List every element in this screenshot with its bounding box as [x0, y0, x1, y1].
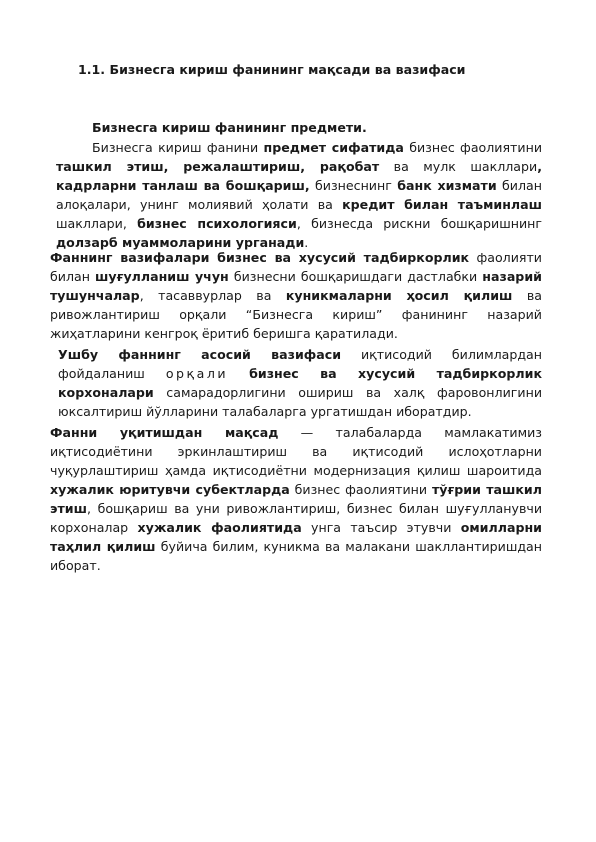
bold-run: , кадрларни танлаш ва бошқариш, — [56, 159, 542, 193]
bold-run: омилларни таҳлил қилиш — [50, 520, 542, 554]
text-run: шакллари, — [56, 216, 138, 231]
paragraph-main-task — [58, 345, 542, 421]
text-run: бизнес фаолиятини — [289, 482, 432, 497]
bold-run: Фаннинг вазифалари бизнес ва хусусий тадбиркорлик — [50, 250, 470, 265]
paragraph-goal — [50, 423, 542, 575]
text-run: бизнес фаолиятини — [403, 140, 542, 155]
text-run: бизнесни бошқаришдаги дастлабки — [228, 269, 483, 284]
text-run: , бизнесда рискни бошқаришнинг — [296, 216, 542, 231]
bold-run: долзарб муаммоларини урганади — [56, 235, 305, 250]
text-run: Бизнесга кириш фанини — [92, 140, 264, 155]
text-run — [228, 366, 249, 381]
bold-run: хужалик фаолиятида — [137, 520, 302, 535]
bold-run: банк хизмати — [397, 178, 497, 193]
bold-run: Фанни уқитишдан мақсад — [50, 425, 279, 440]
bold-run: шуғулланиш учун — [95, 269, 229, 284]
section-title: 1.1. Бизнесга кириш фанининг мақсади ва вазифаси — [78, 62, 466, 77]
paragraph-tasks — [50, 248, 542, 343]
text-run: бизнеснинг — [309, 178, 398, 193]
bold-run: хужалик юритувчи субектларда — [50, 482, 290, 497]
text-run: билан алоқалари, унинг молиявий ҳолати ва — [56, 178, 542, 212]
bold-run: Ушбу фаннинг асосий вазифаси — [58, 347, 342, 362]
text-run: ва ривожлантириш орқали “Бизнесга кириш” фанининг назарий жиҳатларини кенгроқ ёритиб беришга қаратилади. — [50, 288, 542, 341]
text-run: . — [304, 235, 309, 250]
bold-run: бизнес психологияси — [137, 216, 297, 231]
bold-run: куникмаларни ҳосил қилиш — [285, 288, 513, 303]
text-run: , бошқариш ва уни ривожлантириш, бизнес билан шуғулланувчи корхоналар — [50, 501, 542, 535]
text-run: — талабаларда мамлакатимиз иқтисодиётини эркинлаштириш ва иқтисодий ислоҳотларни чуқурлаштириш ҳамда иқтисодиётни модернизация қилиш шароитида — [50, 425, 542, 478]
text-run: фаолияти билан — [50, 250, 542, 284]
paragraph-subject — [56, 138, 542, 252]
bold-run: предмет сифатида — [263, 140, 404, 155]
bold-run: бизнес ва хусусий тадбиркорлик корхоналари — [58, 366, 542, 400]
text-run: иқтисодий билимлардан фойдаланиш — [58, 347, 542, 381]
bold-run: ташкил этиш, режалаштириш, рақобат — [56, 159, 380, 174]
bold-run: кредит билан таъминлаш — [342, 197, 542, 212]
text-run: ва мулк шакллари — [379, 159, 538, 174]
bold-run: назарий тушунчалар — [50, 269, 542, 303]
text-run: , тасаввурлар ва — [139, 288, 286, 303]
text-run: унга таъсир этувчи — [301, 520, 461, 535]
text-run-spaced: орқали — [165, 366, 229, 381]
section-subtitle: Бизнесга кириш фанининг предмети. — [92, 120, 367, 135]
text-run: самарадорлигини ошириш ва халқ фаровонлигини юксалтириш йўлларини талабаларга ургатишдан иборатдир. — [58, 385, 542, 419]
text-run: буйича билим, куникма ва малакани шакллантиришдан иборат. — [50, 539, 542, 573]
bold-run: тўғрии ташкил этиш — [50, 482, 542, 516]
